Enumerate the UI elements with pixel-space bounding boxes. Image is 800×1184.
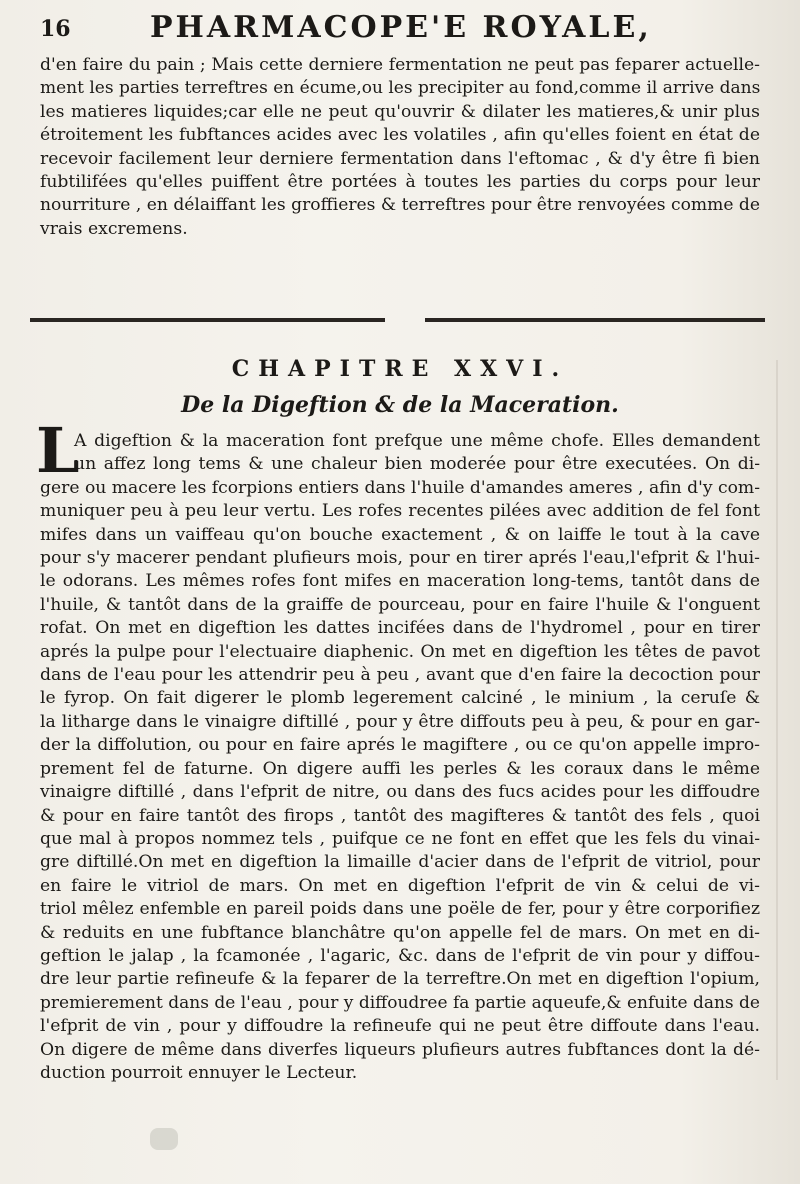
text-line: un affez long tems & une chaleur bien moderée pour être executées. On di- — [74, 454, 760, 475]
text-line: prement fel de faturne. On digere auffi les perles & les coraux dans le même — [40, 758, 760, 779]
text-line: l'huile, & tantôt dans de la graiffe de pourceau, pour en faire l'huile & l'onguent — [40, 594, 760, 615]
text-line: gere ou macere les fcorpions entiers dans l'huile d'amandes ameres , afin d'y com- — [40, 477, 760, 498]
text-line: le fyrop. On fait digerer le plomb legerement calciné , le minium , la ceruſe & — [40, 688, 760, 709]
text-line: fubtilifées qu'elles puiffent être portées à toutes les parties du corps pour leur — [40, 172, 760, 193]
text-line: & reduits en une fubftance blanchâtre qu'on appelle fel de mars. On met en di- — [40, 922, 760, 943]
text-line: premierement dans de l'eau , pour y diffoudree fa partie aqueufe,& enfuite dans de — [40, 992, 760, 1013]
text-line: dans de l'eau pour les attendrir peu à peu , avant que d'en faire la decoction pour — [40, 665, 760, 686]
text-line: d'en faire du pain ; Mais cette derniere fermentation ne peut pas feparer actuelle- — [40, 55, 760, 75]
chapter-body — [40, 430, 760, 1085]
text-line: duction pourroit ennuyer le Lecteur. — [40, 1062, 358, 1083]
chapter-heading: CHAPITRE XXVI. — [231, 356, 569, 382]
text-line: triol mêlez enfemble en pareil poids dans une poële de fer, pour y être corporifiez — [40, 899, 760, 920]
text-line: la litharge dans le vinaigre diftillé , pour y être diffouts peu à peu, & pour en gar- — [40, 711, 760, 732]
section-divider — [30, 318, 385, 322]
text-line: vinaigre diftillé , dans l'efprit de nitre, ou dans des fucs acides pour les diffoudre — [40, 782, 760, 803]
text-line: On digere de même dans diverfes liqueurs plufieurs autres fubftances dont la dé- — [40, 1039, 760, 1060]
text-line: les matieres liquides;car elle ne peut qu'ouvrir & dilater les matieres,& unir plus — [40, 101, 760, 122]
page-edge-shadow — [776, 360, 778, 1080]
text-line: que mal à propos nommez tels , puifque ce ne font en effet que les fels du vinai- — [40, 828, 760, 849]
text-line: muniquer peu à peu leur vertu. Les rofes recentes pilées avec addition de fel font — [40, 501, 760, 522]
text-line: der la diffolution, ou pour en faire aprés le magiftere , ou ce qu'on appelle impro- — [40, 735, 760, 756]
text-line: étroitement les fubftances acides avec les volatiles , afin qu'elles foient en état de — [40, 125, 760, 146]
text-line: & pour en faire tantôt des firops , tantôt des magifteres & tantôt des fels , quoi — [40, 805, 760, 826]
text-line: vrais excremens. — [40, 218, 188, 239]
ink-smudge — [150, 1128, 178, 1150]
chapter-subtitle: De la Digeftion & de la Maceration. — [181, 392, 619, 418]
text-line: le odorans. Les mêmes rofes font mifes en maceration long-tems, tantôt dans de — [40, 571, 760, 592]
text-line: en faire le vitriol de mars. On met en digeftion l'efprit de vin & celui de vi- — [40, 875, 760, 896]
text-line: rofat. On met en digeftion les dattes incifées dans de l'hydromel , pour en tirer — [40, 618, 760, 639]
drop-cap: L — [36, 414, 80, 487]
section-divider — [425, 318, 765, 322]
page-header — [40, 10, 760, 46]
text-line: ment les parties terreftres en écume,ou les precipiter au fond,comme il arrive dans — [40, 78, 761, 99]
text-line: aprés la pulpe pour l'electuaire diaphenic. On met en digeftion les têtes de pavot — [40, 641, 760, 662]
text-line: A digeftion & la maceration font prefque une même chofe. Elles demandent — [74, 431, 760, 451]
text-line: recevoir facilement leur derniere fermentation dans l'eftomac , & d'y être fi bien — [40, 148, 760, 169]
text-line: gre diftillé.On met en digeftion la limaille d'acier dans de l'efprit de vitriol, pour — [40, 852, 760, 873]
text-line: nourriture , en délaiffant les groffieres & terreftres pour être renvoyées comme de — [40, 195, 760, 216]
page-number: 16 — [40, 16, 71, 42]
text-line: dre leur partie refineufe & la feparer de la terreftre.On met en digeftion l'opium, — [40, 969, 760, 990]
text-line: pour s'y macerer pendant plufieurs mois, pour en tirer aprés l'eau,l'efprit & l'hui- — [40, 548, 760, 569]
text-line: geftion le jalap , la fcamonée , l'agaric, &c. dans de l'efprit de vin pour y diffou- — [40, 945, 760, 966]
intro-paragraph — [40, 54, 760, 241]
text-line: l'efprit de vin , pour y diffoudre la refineufe qui ne peut être diffoute dans l'eau. — [40, 1016, 760, 1037]
running-title: PHARMACOPE'E ROYALE, — [150, 10, 652, 45]
text-line: mifes dans un vaiffeau qu'on bouche exactement , & on laiffe le tout à la cave — [40, 524, 760, 545]
